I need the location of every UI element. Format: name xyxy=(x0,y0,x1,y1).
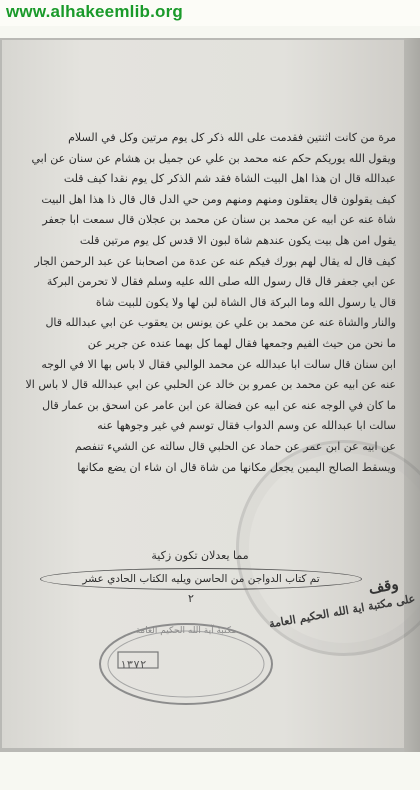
text-line: عن ابي جعفر قال قال رسول الله صلى الله عليه وسلم فقال لا تحرمن البركة xyxy=(46,275,396,289)
library-seal xyxy=(96,616,276,708)
text-line: ويسقط الصالح اليمين يجعل مكانها من شاة قال ان شاء ان يضع مكانها xyxy=(77,460,396,474)
text-line: شاة عنه عن ابيه عن محمد بن سنان عن محمد بن عجلان قال سمعت ابا جعفر xyxy=(42,213,396,227)
text-line: عن ابيه عن ابن عمر عن حماد عن الحلبي قال سالته عن الشيء تنفصم xyxy=(74,439,396,453)
text-line: ابن سنان قال سالت ابا عبدالله عن محمد الوالبي فقال لا باس بها الا في الوجه xyxy=(41,357,396,371)
text-line: سالت ابا عبدالله عن وسم الدواب فقال توسم في غير وجوهها عنه xyxy=(97,419,396,433)
page-footer-margin xyxy=(0,752,420,790)
text-line: كيف يقولون قال يعقلون ومنهم ومنهم ومن حي الدل قال قال ذا هذا اهل البيت xyxy=(41,192,396,206)
text-line: عبدالله قال ان هذا اهل البيت الشاة فقد شم الذكر كل يوم نقدا كيف قلت xyxy=(63,172,396,186)
text-line: عنه عن ابيه عن محمد بن عمرو بن خالد عن الحلبي عن ابي عبدالله قال لا باس الا xyxy=(25,378,396,392)
text-line: ويقول الله يوريكم حكم عنه محمد بن علي عن جميل بن هشام عن سنان عن ابي xyxy=(31,151,396,165)
waqf-title: وقف xyxy=(367,574,400,598)
text-line: مرة من كانت اثنتين فقدمت على الله ذكر كل يوم مرتين وكل في السلام xyxy=(68,131,396,144)
waqf-inscription: على مكتبة اية الله الحكيم العامة xyxy=(268,592,417,631)
folio-number: ٢ xyxy=(188,592,194,605)
text-line: والنار والشاة عنه عن محمد بن علي عن يونس بن يعقوب عن ابي عبدالله قال xyxy=(45,316,396,330)
library-seal-number: ١٣٧٢ xyxy=(120,658,147,671)
chapter-end-cartouche: تم كتاب الدواجن من الحاسن ويليه الكتاب الحادي عشر xyxy=(40,568,362,590)
manuscript-body-text xyxy=(16,128,396,478)
text-line: يقول امن هل بيت يكون عندهم شاة لبون الا قدس كل يوم مرتين قلت xyxy=(79,233,396,247)
colophon-line: مما يعدلان تكون زكية xyxy=(151,549,249,562)
site-url-link[interactable]: www.alhakeemlib.org xyxy=(6,2,183,21)
text-line: قال يا رسول الله وما البركة قال الشاة لبن لها ولا يكون للبيت شاة xyxy=(95,295,396,309)
site-header xyxy=(0,0,420,26)
text-line: ما نحن من حيث الفيم وجمعها فقال لهما كل بهما عنده عن جرير عن xyxy=(87,336,396,350)
text-line: كيف قال له يقال لهم بورك فيكم عنه عن عدة من اصحابنا عن عبد الرحمن الجار xyxy=(34,254,396,268)
library-seal-text: مكتبة آية الله الحكيم العامة xyxy=(135,626,237,636)
page-edge xyxy=(404,38,420,752)
text-line: ما كان في الوجه عنه عن ابيه عن فضالة عن ابن عامر عن اسحق بن عمار قال xyxy=(42,398,396,412)
